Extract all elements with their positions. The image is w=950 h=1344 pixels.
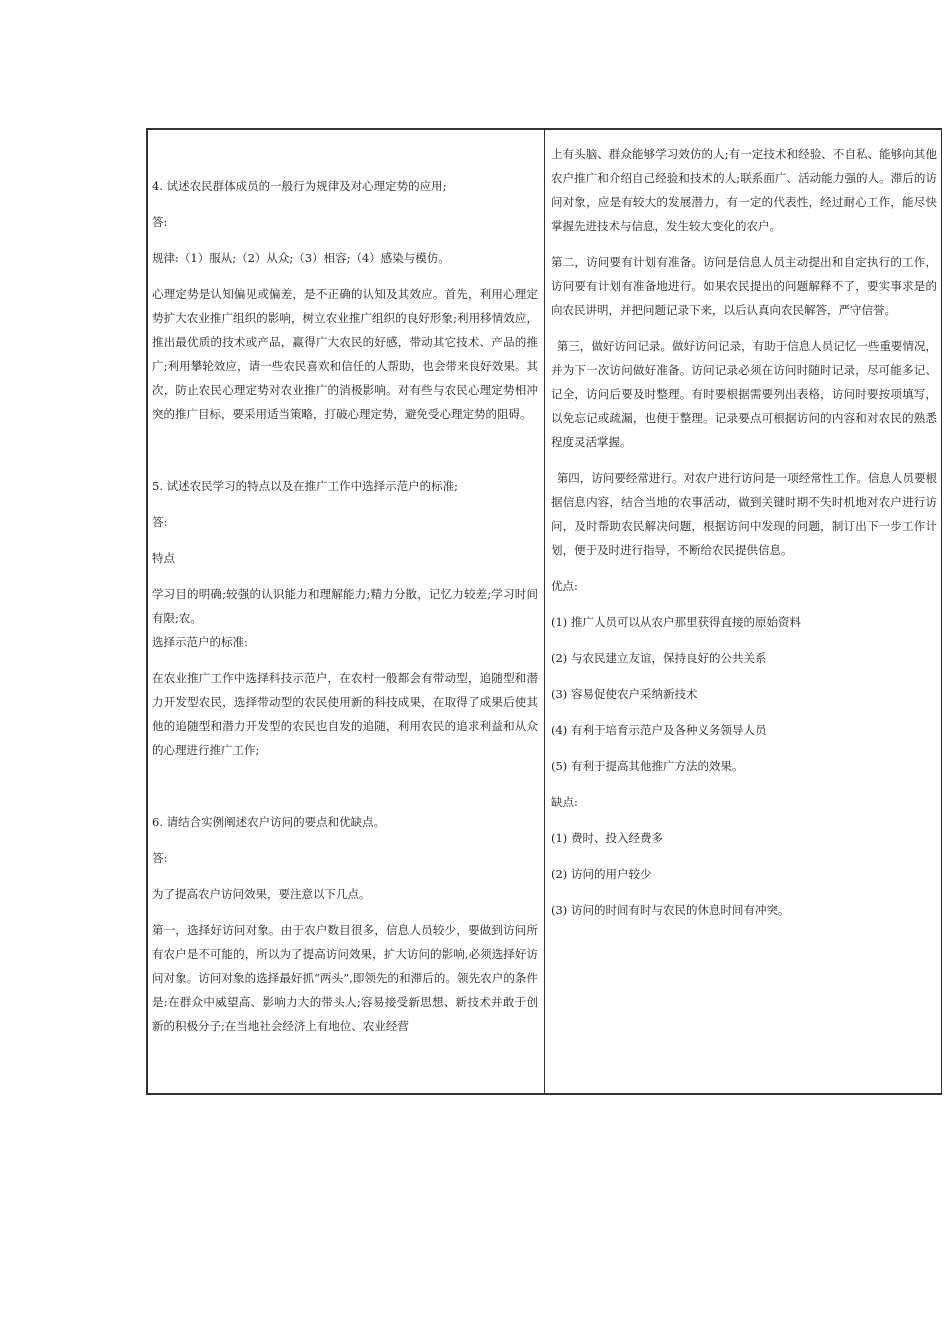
left-column: [148, 130, 545, 1093]
q6-first-point: 第一，选择好访问对象。由于农户数目很多，信息人员较少，要做到访问所有农户是不可能的，所以为了提高访问效果，扩大访问的影响,必须选择好访问对象。访问对象的选择最好抓“两头”,即领先的和滞后的。领先农户的条件是:在群众中威望高、影响力大的带头人;容易接受新思想、新技术并敢于创新的积极分子;在当地社会经济上有地位、农业经营: [152, 923, 538, 1033]
pros-item: (2) 与农民建立友谊，保持良好的公共关系: [551, 651, 767, 665]
q5-title: 5. 试述农民学习的特点以及在推广工作中选择示范户的标准;: [152, 479, 458, 493]
pros-item: (4) 有利于培育示范户及各种义务领导人员: [551, 723, 767, 737]
q4-answer-label: 答:: [152, 215, 168, 229]
cons-label: 缺点:: [551, 795, 578, 809]
cons-item: (1) 费时、投入经费多: [551, 831, 663, 845]
document-table: [146, 128, 942, 1095]
cons-item: (2) 访问的用户较少: [551, 867, 652, 881]
q5-criteria: 在农业推广工作中选择科技示范户，在农村一般都会有带动型，追随型和潜力开发型农民，选择带动型的农民使用新的科技成果，在取得了成果后使其他的追随型和潜力开发型的农民也自发的追随，利用农民的追求利益和从众的心理进行推广工作;: [152, 671, 538, 757]
q6-intro: 为了提高农户访问效果，要注意以下几点。: [152, 887, 371, 901]
spacer: [152, 774, 538, 810]
right-column: [545, 130, 941, 1093]
q4-body: 心理定势是认知偏见或偏差，是不正确的认知及其效应。首先，利用心理定势扩大农业推广组织的影响，树立农业推广组织的良好形象;利用移情效应，推出最优质的技术或产品，赢得广大农民的好感，带动其它技术、产品的推广;利用攀轮效应，请一些农民喜欢和信任的人帮助，也会带来良好效果。其次，防止农民心理定势对农业推广的消极影响。对有些与农民心理定势相冲突的推广目标，要采用适当策略，打破心理定势，避免受心理定势的阻碍。: [152, 287, 538, 421]
first-point-continued: 上有头脑、群众能够学习效仿的人;有一定技术和经验、不自私、能够向其他农户推广和介绍自己经验和技术的人;联系面广、活动能力强的人。滞后的访问对象，应是有较大的发展潜力，有一定的代表性，经过耐心工作，能尽快掌握先进技术与信息，发生较大变化的农户。: [551, 147, 937, 233]
q5-criteria-label: 选择示范户的标准:: [152, 635, 248, 649]
q5-features-label: 特点: [152, 551, 175, 565]
q6-title: 6. 请结合实例阐述农户访问的要点和优缺点。: [152, 815, 386, 829]
q4-title: 4. 试述农民群体成员的一般行为规律及对心理定势的应用;: [152, 179, 447, 193]
pros-item: (1) 推广人员可以从农户那里获得直接的原始资料: [551, 615, 801, 629]
cons-item: (3) 访问的时间有时与农民的休息时间有冲突。: [551, 903, 790, 917]
q5-features: 学习目的明确;较强的认识能力和理解能力;精力分散，记忆力较差;学习时间有限;农。: [152, 587, 538, 625]
second-point: 第二，访问要有计划有准备。访问是信息人员主动提出和自定执行的工作，访问要有计划有准备地进行。如果农民提出的问题解释不了，要实事求是的向农民讲明，并把问题记录下来，以后认真向农民解答，严守信誉。: [551, 255, 937, 317]
third-point: 第三，做好访问记录。做好访问记录，有助于信息人员记忆一些重要情况，并为下一次访问做好准备。访问记录必须在访问时随时记录，尽可能多记、记全，访问后要及时整理。有时要根据需要列出表格，访问时要按项填写，以免忘记或疏漏，也便于整理。记录要点可根据访问的内容和对农民的熟悉程度灵活掌握。: [551, 339, 937, 449]
spacer: [152, 438, 538, 474]
fourth-point: 第四，访问要经常进行。对农户进行访问是一项经常性工作。信息人员要根据信息内容，结合当地的农事活动，做到关键时期不失时机地对农户进行访问，及时帮助农民解决问题，根据访问中发现的问题，制订出下一步工作计划，便于及时进行指导，不断给农民提供信息。: [551, 471, 937, 557]
pros-item: (3) 容易促使农户采纳新技术: [551, 687, 698, 701]
pros-label: 优点:: [551, 579, 578, 593]
q4-rules: 规律:（1）服从;（2）从众;（3）相容;（4）感染与模仿。: [152, 251, 450, 265]
pros-item: (5) 有利于提高其他推广方法的效果。: [551, 759, 744, 773]
q5-answer-label: 答:: [152, 515, 168, 529]
q6-answer-label: 答:: [152, 851, 168, 865]
